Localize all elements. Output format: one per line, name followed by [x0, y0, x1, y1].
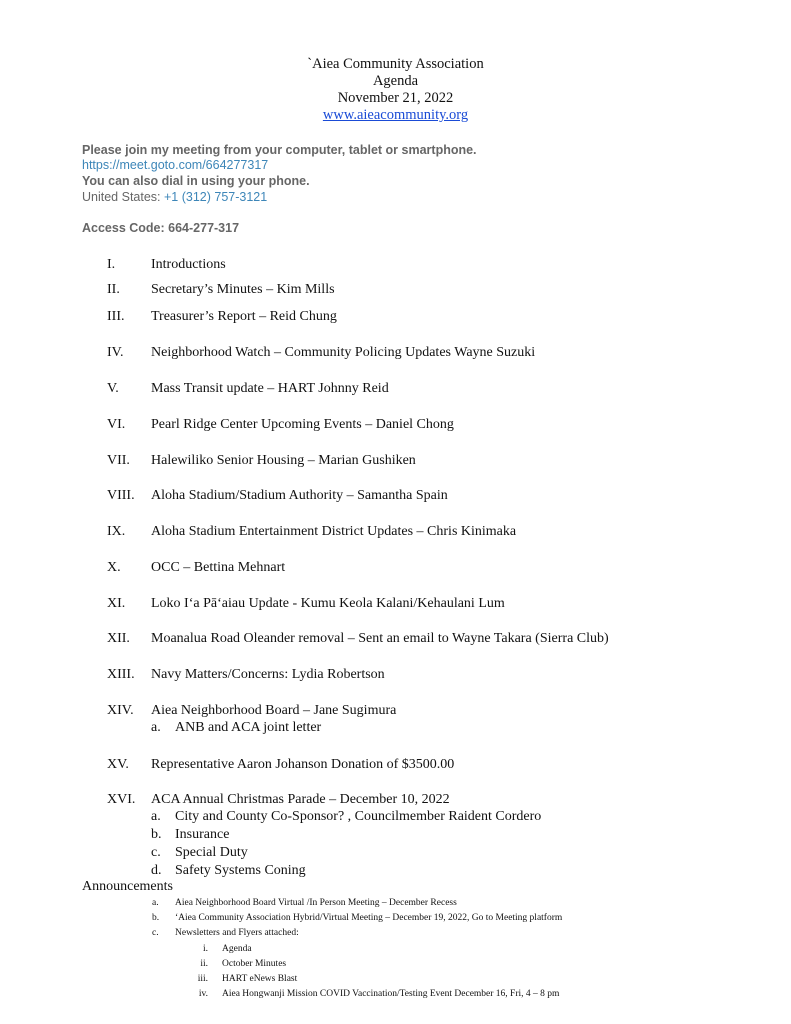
announcement-text: Aiea Neighborhood Board Virtual /In Person Meeting – December Recess [175, 898, 457, 908]
announcement-letter: c. [152, 928, 159, 938]
meeting-date: November 21, 2022 [337, 90, 454, 106]
sub-item-letter: a. [151, 809, 161, 824]
phone-row [82, 190, 267, 204]
agenda-item-number: III. [107, 309, 125, 324]
document-title: Agenda [372, 73, 419, 89]
sub-item-text: ANB and ACA joint letter [175, 720, 322, 735]
dial-in-text: You can also dial in using your phone. [82, 174, 310, 188]
agenda-item-text: Aiea Neighborhood Board – Jane Sugimura [151, 703, 397, 718]
attachment-text: October Minutes [222, 959, 287, 969]
agenda-item-text: Pearl Ridge Center Upcoming Events – Daniel Chong [151, 417, 454, 432]
attachment-numeral: iv. [198, 989, 208, 999]
agenda-item-text: Secretary’s Minutes – Kim Mills [151, 282, 335, 297]
agenda-item-number: XIII. [107, 667, 135, 682]
agenda-item-text: Halewiliko Senior Housing – Marian Gushiken [151, 453, 416, 468]
agenda-item-number: XVI. [107, 792, 136, 807]
agenda-item-text: Navy Matters/Concerns: Lydia Robertson [151, 667, 385, 682]
agenda-item-text: Neighborhood Watch – Community Policing Updates Wayne Suzuki [151, 345, 536, 360]
sub-item-text: Insurance [175, 827, 230, 842]
meeting-url-link[interactable]: https://meet.goto.com/664277317 [82, 158, 269, 172]
sub-item-letter: b. [151, 827, 162, 842]
attachment-text: HART eNews Blast [222, 974, 298, 984]
attachment-numeral: i. [202, 944, 208, 954]
meeting-invite: Please join my meeting from your computer, tablet or smartphone. [82, 143, 477, 157]
agenda-item-number: I. [107, 257, 116, 272]
agenda-item-number: XV. [107, 757, 129, 772]
agenda-item-text: Aloha Stadium/Stadium Authority – Samantha Spain [151, 488, 448, 503]
agenda-item-number: XII. [107, 631, 130, 646]
agenda-item-text: Aloha Stadium Entertainment District Updates – Chris Kinimaka [151, 524, 517, 539]
agenda-item-text: Moanalua Road Oleander removal – Sent an email to Wayne Takara (Sierra Club) [151, 631, 609, 646]
sub-item-text: Safety Systems Coning [175, 863, 306, 878]
announcement-text: Newsletters and Flyers attached: [175, 928, 299, 938]
org-title: `Aiea Community Association [307, 56, 484, 72]
agenda-item-text: Treasurer’s Report – Reid Chung [151, 309, 337, 324]
sub-item-letter: d. [151, 863, 162, 878]
sub-item-letter: a. [151, 720, 161, 735]
phone-link[interactable]: +1 (312) 757-3121 [164, 190, 268, 204]
agenda-item-text: Representative Aaron Johanson Donation of $3500.00 [151, 757, 455, 772]
agenda-item-text: OCC – Bettina Mehnart [151, 560, 286, 575]
agenda-item-number: V. [107, 381, 119, 396]
announcement-letter: b. [152, 913, 160, 923]
website-link-row [0, 107, 791, 124]
website-link[interactable]: www.aieacommunity.org [322, 107, 469, 123]
attachment-text: Agenda [222, 944, 252, 954]
announcements-heading: Announcements [82, 879, 173, 894]
sub-item-letter: c. [151, 845, 161, 860]
agenda-item-text: ACA Annual Christmas Parade – December 10, 2022 [151, 792, 450, 807]
sub-item-text: Special Duty [175, 845, 248, 860]
agenda-item-number: VIII. [107, 488, 135, 503]
attachment-numeral: iii. [197, 974, 208, 984]
agenda-item-text: Introductions [151, 257, 226, 272]
agenda-item-number: XIV. [107, 703, 134, 718]
agenda-item-number: IV. [107, 345, 124, 360]
attachment-numeral: ii. [200, 959, 208, 969]
agenda-item-number: X. [107, 560, 121, 575]
agenda-item-number: IX. [107, 524, 126, 539]
agenda-item-number: XI. [107, 596, 126, 611]
country-label: United States: [82, 190, 164, 204]
agenda-item-number: VII. [107, 453, 130, 468]
agenda-item-text: Loko Iʻa Pāʻaiau Update - Kumu Keola Kalani/Kehaulani Lum [151, 596, 505, 611]
announcement-text: ʻAiea Community Association Hybrid/Virtual Meeting – December 19, 2022, Go to Meeting platform [175, 913, 563, 923]
announcement-letter: a. [152, 898, 159, 908]
agenda-item-number: VI. [107, 417, 126, 432]
attachment-text: Aiea Hongwanji Mission COVID Vaccination/Testing Event December 16, Fri, 4 – 8 pm [222, 989, 560, 999]
agenda-item-number: II. [107, 282, 120, 297]
sub-item-text: City and County Co-Sponsor? , Councilmember Raident Cordero [175, 809, 542, 824]
agenda-item-text: Mass Transit update – HART Johnny Reid [151, 381, 389, 396]
meeting-url-row [82, 158, 268, 172]
access-code: Access Code: 664-277-317 [82, 221, 240, 235]
